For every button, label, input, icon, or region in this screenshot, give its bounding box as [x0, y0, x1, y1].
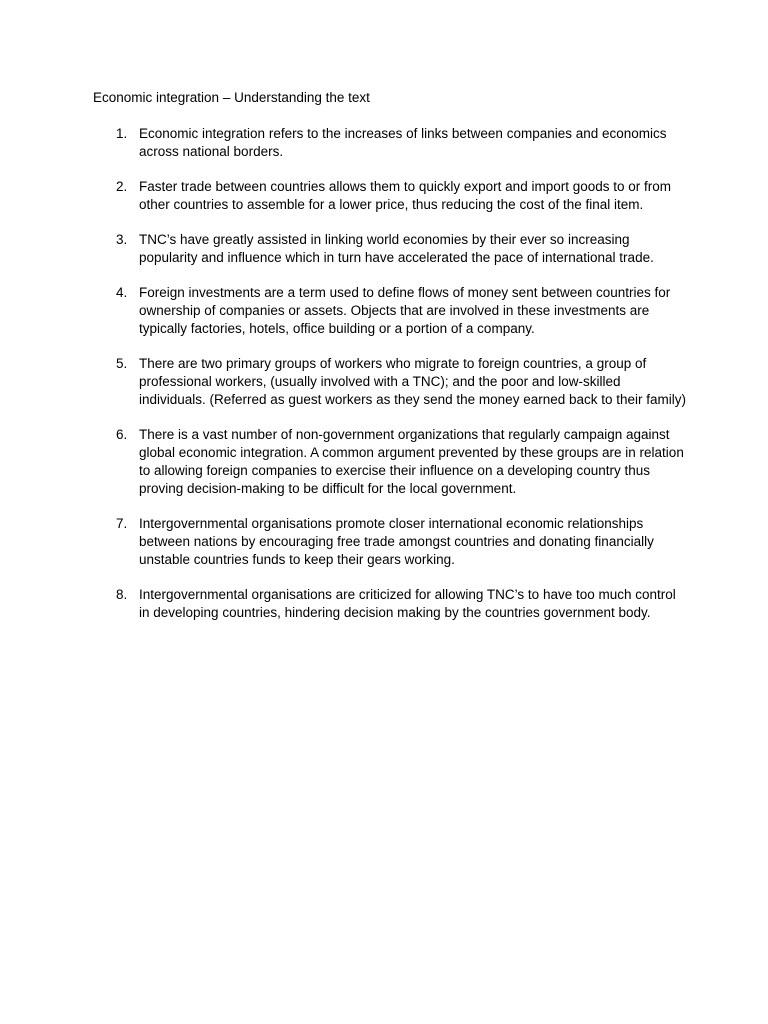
list-item-number: 3. — [116, 232, 128, 247]
list-item-number: 4. — [116, 285, 128, 300]
list-item-text: Intergovernmental organisations are criticized for allowing TNC’s to have too much control in developing countries, hindering decision making by the countries government body. — [139, 587, 676, 620]
list-item-number: 5. — [116, 356, 128, 371]
list-item — [93, 284, 688, 338]
list-item — [93, 586, 688, 622]
list-item-number: 2. — [116, 179, 128, 194]
list-item — [93, 355, 688, 409]
list-item — [93, 178, 688, 214]
list-item-number: 1. — [116, 126, 128, 141]
list-item-text: Faster trade between countries allows them to quickly export and import goods to or from other countries to assemble for a lower price, thus reducing the cost of the final item. — [139, 179, 672, 212]
list-item-text: Foreign investments are a term used to define flows of money sent between countries for ownership of companies or assets. Objects that are involved in these investments are typically factories, hotels, office building or a portion of a company. — [139, 285, 671, 336]
answer-list — [93, 125, 688, 622]
list-item-number: 8. — [116, 587, 128, 602]
list-item-text: TNC’s have greatly assisted in linking world economies by their ever so increasing popularity and influence which in turn have accelerated the pace of international trade. — [139, 232, 654, 265]
list-item — [93, 125, 688, 161]
list-item — [93, 426, 688, 498]
list-item-number: 6. — [116, 427, 128, 442]
list-item — [93, 231, 688, 267]
list-item-number: 7. — [116, 516, 128, 531]
list-item-text: Economic integration refers to the increases of links between companies and economics across national borders. — [139, 126, 667, 159]
list-item-text: There is a vast number of non-government organizations that regularly campaign against global economic integration. A common argument prevented by these groups are in relation to allowing foreign companies to exercise their influence on a developing country thus proving decision-making to be difficult for the local government. — [139, 427, 684, 496]
document-title: Economic integration – Understanding the text — [93, 90, 370, 105]
list-item-text: Intergovernmental organisations promote closer international economic relationships between nations by encouraging free trade amongst countries and donating financially unstable countries funds to keep their gears working. — [139, 516, 654, 567]
list-item-text: There are two primary groups of workers who migrate to foreign countries, a group of professional workers, (usually involved with a TNC); and the poor and low-skilled individuals. (Referred as guest workers as they send the money earned back to their family) — [139, 356, 687, 407]
list-item — [93, 515, 688, 569]
